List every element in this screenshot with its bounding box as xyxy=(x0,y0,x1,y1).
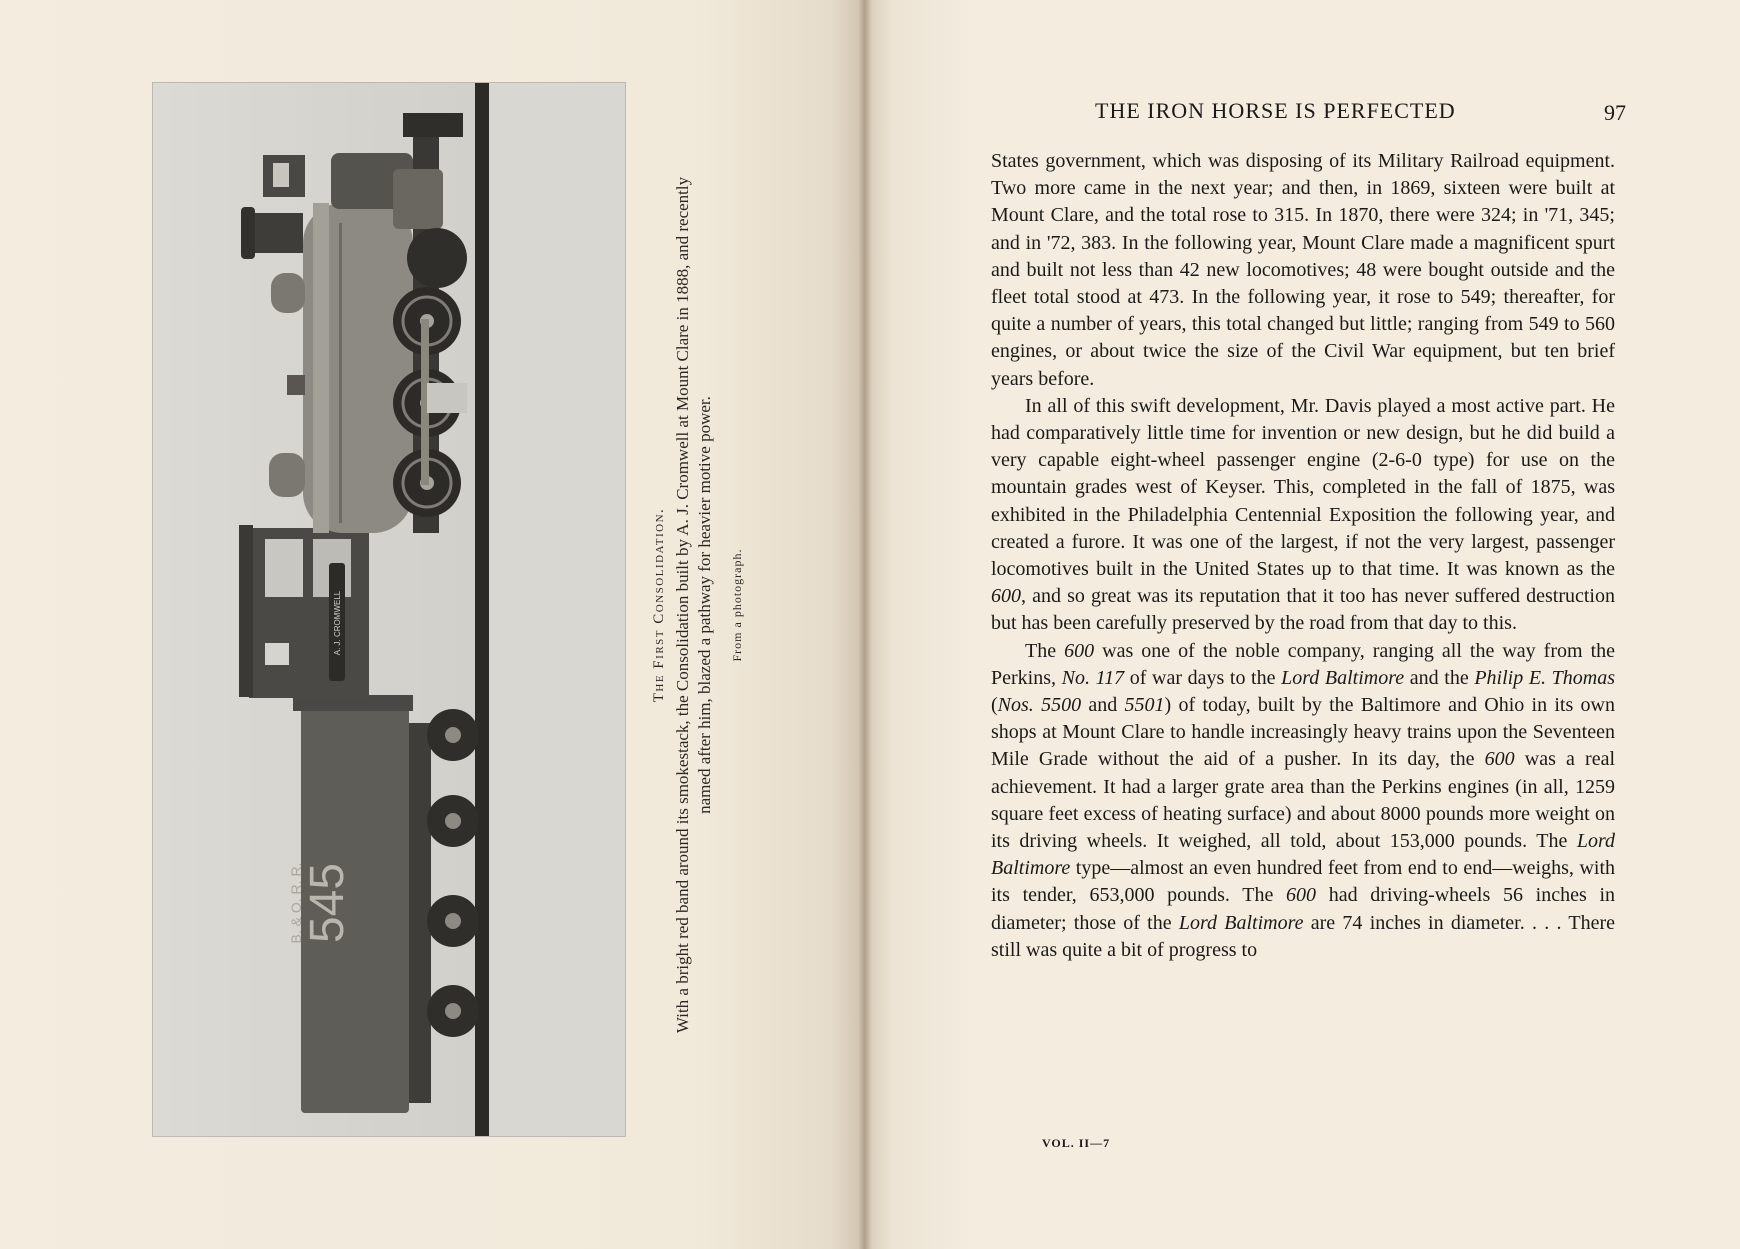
tender-frame xyxy=(409,723,431,1103)
text-run: was a real achievement. It had a larger grate area than the Perkins engines (in all, 1259 square feet excess of heating surface) and about 8000 pounds more weight on its driving wheels. It weighed, all told, about 153,000 pounds. The xyxy=(991,748,1615,853)
paragraph-1: States government, which was disposing of its Military Railroad equipment. Two more came in the next year; and then, in 1869, sixteen were built at Mount Clare, and the total rose to 315. In 1870, there were 324; in '71, 345; and in '72, 383. In the following year, Mount Clare made a magnificent spurt and built not less than 42 new locomotives; 48 were bought outside and the fleet total stood at 473. In the following year, it rose to 549; thereafter, for quite a number of years, this total changed but little; ranging from 549 to 560 engines, or about twice the size of the Civil War equipment, but ten brief years before. xyxy=(991,150,1615,390)
cab-window xyxy=(265,539,303,597)
tender-number: 545 xyxy=(301,862,354,944)
text-run: and xyxy=(1081,694,1125,717)
text-run: and the xyxy=(1404,666,1475,689)
body-text xyxy=(991,148,1615,964)
caption-line-1: With a bright red band around its smokestack, the Consolidation built by A. J. Cromwell at Mount Clare in 1888, and recently xyxy=(673,176,692,1034)
book-gutter xyxy=(858,0,872,1249)
locomotive-illustration xyxy=(153,83,625,1136)
smokestack xyxy=(249,213,303,253)
headlight-lens xyxy=(273,163,289,187)
italic-run: 600 xyxy=(1064,639,1095,662)
text-run: , and so great was its reputation that it too has never suffered destruction but has been carefully preserved by the road from that day to this. xyxy=(991,585,1615,635)
wheel-hub xyxy=(445,813,461,829)
left-page xyxy=(0,0,865,1249)
wheel-hub xyxy=(445,727,461,743)
text-run: had driving-wheels 56 inches in diameter; those of the xyxy=(991,884,1615,934)
italic-run: No. 117 xyxy=(1061,666,1125,689)
text-run: ( xyxy=(991,694,998,717)
italic-run: 600 xyxy=(991,585,1021,608)
running-head: THE IRON HORSE IS PERFECTED xyxy=(1095,98,1456,123)
caption-source: From a photograph. xyxy=(730,548,744,662)
page-number: 97 xyxy=(1604,100,1626,125)
locomotive-photograph xyxy=(152,82,626,1137)
caption-title: The First Consolidation. xyxy=(651,507,667,703)
wheel-hub xyxy=(445,913,461,929)
paragraph-3 xyxy=(991,638,1615,964)
rail-line xyxy=(475,83,489,1136)
pilot-wheel xyxy=(407,228,467,288)
text-run: In all of this swift development, Mr. Davis played a most active part. He had comparatively little time for invention or new design, but he did build a very capable eight-wheel passenger engine (2-6-0 type) for use on the mountain grades west of Keyser. This, completed in the fall of 1875, was exhibited in the Philadelphia Centennial Exposition the following year, and created a furore. It was one of the largest, if not the very largest, passenger locomotives built in the United States up to that time. It was known as the xyxy=(991,394,1615,581)
ground xyxy=(489,83,625,1136)
tender-lettering: B. & O. R. R. xyxy=(288,862,304,944)
italic-run: Lord Baltimore xyxy=(1178,911,1304,934)
italic-run: 5501 xyxy=(1124,694,1165,717)
pilot xyxy=(403,113,463,137)
photo-caption xyxy=(648,100,748,1110)
boiler-highlight xyxy=(313,203,329,533)
smokestack-rim xyxy=(241,207,255,259)
cab-window-small xyxy=(265,643,289,665)
italic-run: Lord Baltimore xyxy=(1281,666,1405,689)
italic-run: 600 xyxy=(1484,748,1515,771)
text-run: The xyxy=(1025,639,1065,662)
handrail xyxy=(339,223,342,523)
steam-dome xyxy=(269,453,305,497)
text-run: was one of the noble company, ranging all the way from the Perkins, xyxy=(991,639,1616,689)
text-run: are 74 inches in diameter. . . . There still was quite a bit of progress to xyxy=(991,911,1615,961)
italic-run: Nos. 5500 xyxy=(997,694,1082,717)
cylinder xyxy=(393,169,443,229)
crosshead xyxy=(427,383,467,413)
text-run: type—almost an even hundred feet from end to end—weighs, with its tender, 653,000 pounds. The xyxy=(991,857,1615,907)
sand-dome xyxy=(271,273,305,313)
cab-roof xyxy=(239,525,253,697)
italic-run: Philip E. Thomas xyxy=(1474,666,1616,689)
signature-mark: VOL. II—7 xyxy=(1042,1136,1111,1150)
paragraph-2 xyxy=(991,393,1615,638)
wheel-hub xyxy=(445,1003,461,1019)
italic-run: Lord Baltimore xyxy=(991,830,1615,880)
caption-line-2: named after him, blazed a pathway for heavier motive power. xyxy=(695,396,714,814)
cab-nameplate: A. J. CROMWELL xyxy=(333,590,342,656)
bell xyxy=(287,375,305,395)
text-run: of war days to the xyxy=(1124,666,1282,689)
italic-run: 600 xyxy=(1286,884,1317,907)
text-run: ) of today, built by the Baltimore and Ohio in its own shops at Mount Clare to handle increasingly heavy trains upon the Seventeen Mile Grade without the aid of a pusher. In its day, the xyxy=(991,694,1616,771)
